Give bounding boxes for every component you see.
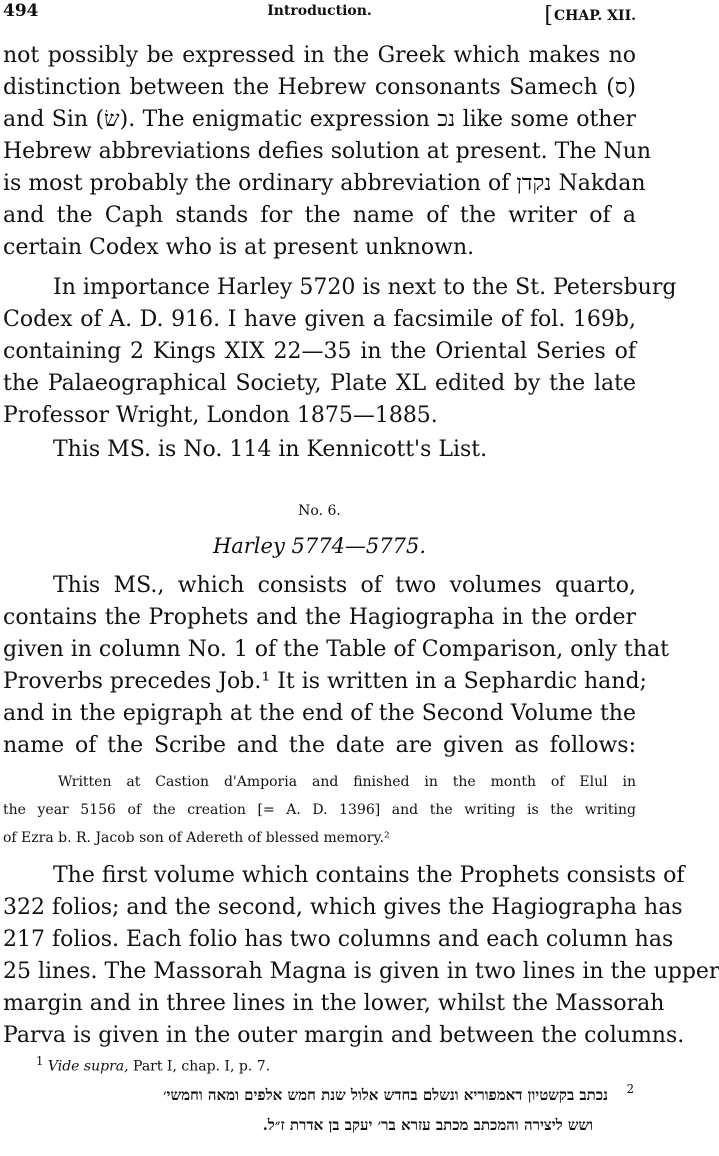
chapter-label bbox=[544, 1, 636, 26]
bracket-glyph: [ bbox=[544, 3, 553, 28]
text-line: Hebrew abbreviations defies solution at present. The Nun bbox=[3, 139, 652, 164]
text-line: In importance Harley 5720 is next to the St. Petersburg bbox=[53, 275, 677, 300]
page-number: 494 bbox=[3, 1, 39, 21]
running-title: Introduction. bbox=[267, 3, 372, 19]
text-line: and the Caph stands for the name of the writer of a bbox=[3, 203, 636, 228]
text-line: 217 folios. Each folio has two columns and each column has bbox=[3, 927, 674, 952]
text-line: and Sin (שׂ). The enigmatic expression נכ like some other bbox=[3, 107, 637, 132]
footnote-hebrew-line: ושש ליצירה והמכתב מכתב עזרא בר׳ יעקב בן אדרת ז״ל. bbox=[262, 1116, 593, 1134]
text-line: This MS., which consists of two volumes quarto, bbox=[53, 573, 636, 598]
text-line: certain Codex who is at present unknown. bbox=[3, 235, 475, 260]
text-line: and in the epigraph at the end of the Second Volume the bbox=[3, 701, 636, 726]
section-number: No. 6. bbox=[298, 503, 341, 519]
text-line: given in column No. 1 of the Table of Comparison, only that bbox=[3, 637, 670, 662]
text-line: the Palaeographical Society, Plate XL edited by the late bbox=[3, 371, 636, 396]
text-line: Professor Wright, London 1875—1885. bbox=[3, 403, 438, 428]
footnote-1 bbox=[36, 1054, 270, 1075]
text-line: Proverbs precedes Job.¹ It is written in a Sephardic hand; bbox=[3, 669, 647, 694]
text-line: This MS. is No. 114 in Kennicott's List. bbox=[53, 437, 488, 462]
text-line: 25 lines. The Massorah Magna is given in two lines in the upper bbox=[3, 959, 719, 984]
footnote-text: Part I, chap. I, p. 7. bbox=[128, 1058, 271, 1075]
footnote-marker: 1 bbox=[36, 1054, 44, 1068]
quote-line: of Ezra b. R. Jacob son of Adereth of blessed memory.² bbox=[3, 830, 390, 846]
chapter-text: CHAP. XII. bbox=[553, 8, 636, 24]
text-line: distinction between the Hebrew consonants Samech (ס) bbox=[3, 75, 636, 100]
quote-line: Written at Castion d'Amporia and finished in the month of Elul in bbox=[58, 774, 636, 790]
text-line: contains the Prophets and the Hagiographa in the order bbox=[3, 605, 636, 630]
text-line: name of the Scribe and the date are given as follows: bbox=[3, 733, 636, 758]
text-line: Parva is given in the outer margin and between the columns. bbox=[3, 1023, 685, 1048]
section-title: Harley 5774—5775. bbox=[212, 534, 427, 558]
footnote-hebrew-line: נכתב בקשטיון דאמפוריא ונשלם בחדש אלול שנת חמש אלפים ומאה וחמשי׳ bbox=[163, 1086, 608, 1104]
page-header bbox=[0, 0, 639, 28]
text-line: The first volume which contains the Prophets consists of bbox=[53, 863, 685, 888]
footnote-italic-text: Vide supra, bbox=[47, 1058, 129, 1075]
text-line: is most probably the ordinary abbreviation of נקדן Nakdan bbox=[3, 171, 646, 196]
quote-line: the year 5156 of the creation [= A. D. 1396] and the writing is the writing bbox=[3, 802, 636, 818]
footnote-marker: 2 bbox=[626, 1082, 634, 1096]
text-line: containing 2 Kings XIX 22—35 in the Oriental Series of bbox=[3, 339, 636, 364]
text-line: 322 folios; and the second, which gives the Hagiographa has bbox=[3, 895, 683, 920]
footnote-2 bbox=[3, 1082, 636, 1144]
text-line: Codex of A. D. 916. I have given a facsimile of fol. 169b, bbox=[3, 307, 636, 332]
text-line: margin and in three lines in the lower, whilst the Massorah bbox=[3, 991, 665, 1016]
text-line: not possibly be expressed in the Greek which makes no bbox=[3, 43, 636, 68]
